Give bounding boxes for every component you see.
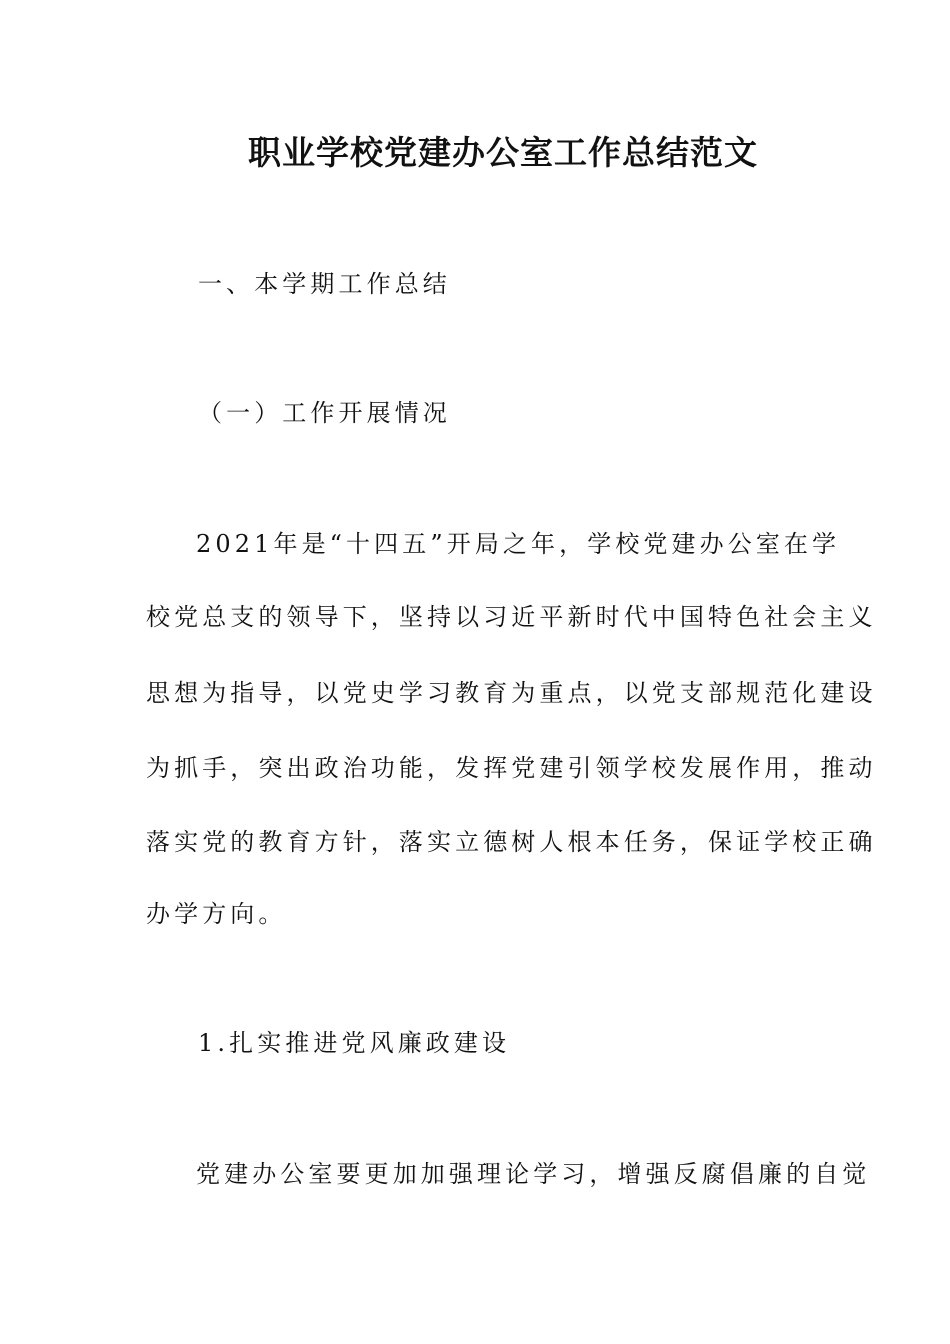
paragraph-line: 2021年是“十四五”开局之年，学校党建办公室在学 bbox=[196, 530, 841, 558]
item-heading: 1.扎实推进党风廉政建设 bbox=[198, 1029, 511, 1057]
section-heading: 一、本学期工作总结 bbox=[198, 270, 451, 298]
paragraph-line: 党建办公室要更加加强理论学习，增强反腐倡廉的自觉 bbox=[196, 1160, 871, 1188]
paragraph-line: 办学方向。 bbox=[146, 900, 287, 928]
paragraph-line: 落实党的教育方针，落实立德树人根本任务，保证学校正确 bbox=[146, 828, 877, 856]
paragraph-line: 思想为指导，以党史学习教育为重点，以党支部规范化建设 bbox=[146, 679, 877, 707]
paragraph-line: 校党总支的领导下，坚持以习近平新时代中国特色社会主义 bbox=[146, 603, 877, 631]
document-title: 职业学校党建办公室工作总结范文 bbox=[248, 133, 758, 172]
subsection-heading: （一）工作开展情况 bbox=[198, 399, 451, 427]
paragraph-line: 为抓手，突出政治功能，发挥党建引领学校发展作用，推动 bbox=[146, 754, 877, 782]
